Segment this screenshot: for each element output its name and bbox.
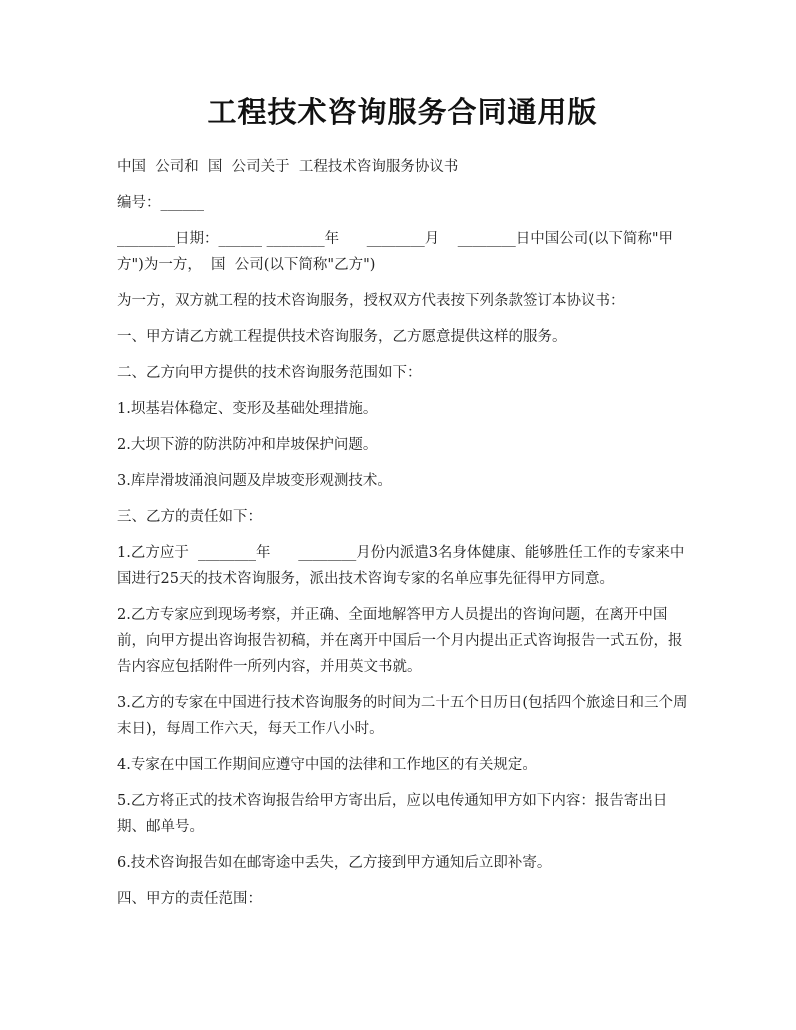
parties-line: 中国 公司和 国 公司关于 工程技术咨询服务协议书 xyxy=(117,159,459,175)
contract-number: 编号：______ xyxy=(117,195,204,211)
section-2-item-3: 3.库岸滑坡涌浪问题及岸坡变形观测技术。 xyxy=(117,473,392,489)
section-1: 一、甲方请乙方就工程提供技术咨询服务，乙方愿意提供这样的服务。 xyxy=(117,329,567,345)
section-3-item-6: 6.技术咨询报告如在邮寄途中丢失，乙方接到甲方通知后立即补寄。 xyxy=(117,855,552,871)
section-2-heading: 二、乙方向甲方提供的技术咨询服务范围如下： xyxy=(117,365,422,381)
section-3-item-3: 3.乙方的专家在中国进行技术咨询服务的时间为二十五个日历日(包括四个旅途日和三个周末日)，每周工作六天，每天工作八小时。 xyxy=(117,695,688,737)
section-3-item-5: 5.乙方将正式的技术咨询报告给甲方寄出后，应以电传通知甲方如下内容：报告寄出日期、邮单号。 xyxy=(117,793,668,835)
document-title: 工程技术咨询服务合同通用版 xyxy=(207,95,598,129)
section-2-item-1: 1.坝基岩体稳定、变形及基础处理措施。 xyxy=(117,401,378,417)
section-3-item-2: 2.乙方专家应到现场考察，并正确、全面地解答甲方人员提出的咨询问题，在离开中国前，向甲方提出咨询报告初稿，并在离开中国后一个月内提出正式咨询报告一式五份，报告内容应包括附件一所列内容，并用英文书就。 xyxy=(117,607,683,675)
date-and-parties: ________日期：______ ________年 ________月 ________日中国公司(以下简称"甲方")为一方， 国 公司(以下简称"乙方") xyxy=(117,231,674,273)
section-3-heading: 三、乙方的责任如下： xyxy=(117,509,262,525)
section-4-heading: 四、甲方的责任范围： xyxy=(117,891,262,907)
section-2-item-2: 2.大坝下游的防洪防冲和岸坡保护问题。 xyxy=(117,437,378,453)
agreement-preamble: 为一方，双方就工程的技术咨询服务，授权双方代表按下列条款签订本协议书： xyxy=(117,293,625,309)
section-3-item-4: 4.专家在中国工作期间应遵守中国的法律和工作地区的有关规定。 xyxy=(117,757,537,773)
section-3-item-1: 1.乙方应于 ________年 ________月份内派遣3名身体健康、能够胜任工作的专家来中国进行25天的技术咨询服务，派出技术咨询专家的名单应事先征得甲方同意。 xyxy=(117,545,685,587)
